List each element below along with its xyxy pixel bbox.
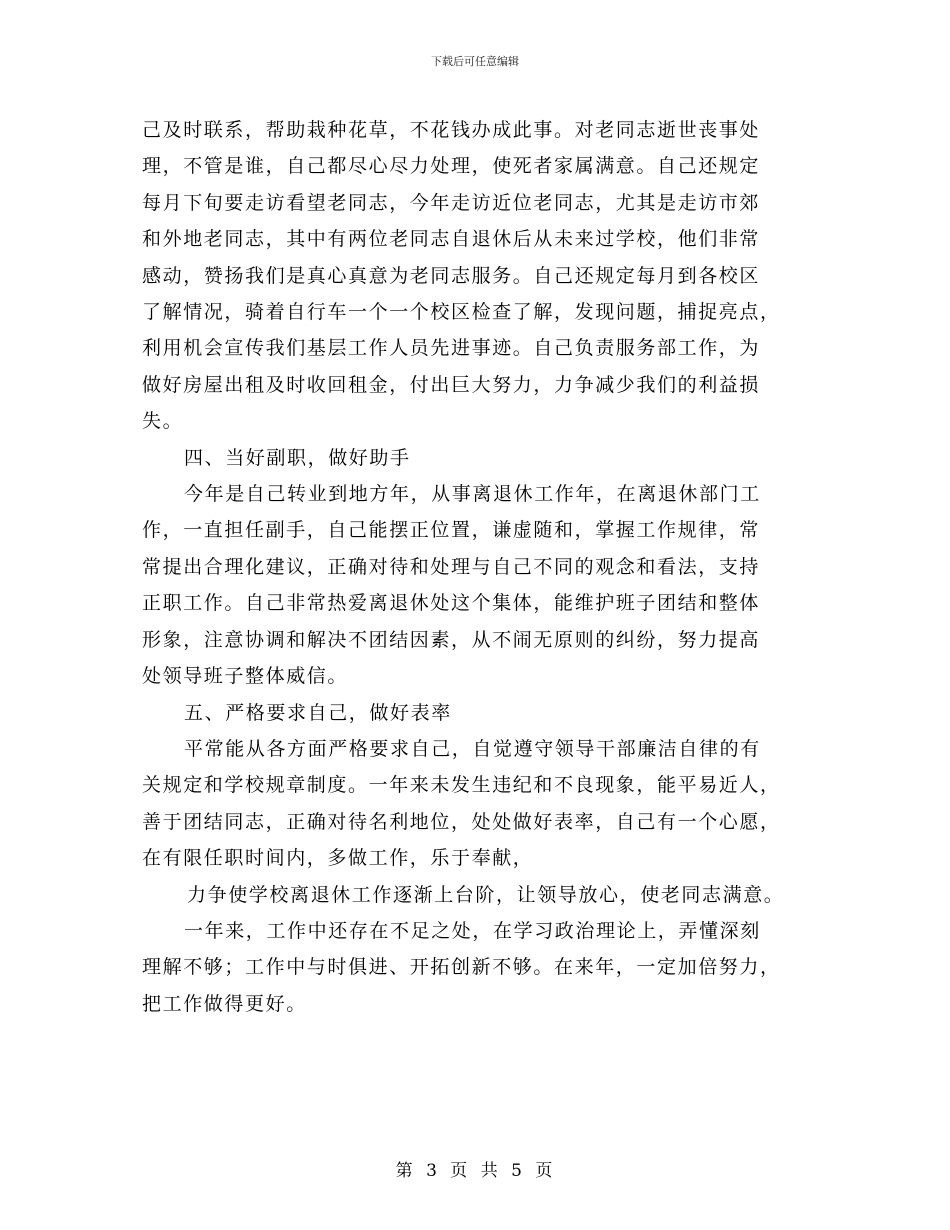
text-line: 了解情况，骑着自行车一个一个校区检查了解，发现问题，捕捉亮点， (142, 301, 781, 324)
text-line: 和外地老同志，其中有两位老同志自退休后从未来过学校，他们非常 (142, 228, 761, 251)
paragraph-deputy-role (142, 476, 822, 694)
text-line: 感动，赞扬我们是真心真意为老同志服务。自己还规定每月到各校区 (142, 264, 761, 287)
paragraph-shortcomings (142, 913, 822, 1022)
text-line: 把工作做得更好。 (142, 992, 307, 1015)
text-line: 关规定和学校规章制度。一年来未发生违纪和不良现象，能平易近人， (142, 774, 781, 797)
text-line: 平常能从各方面严格要求自己，自觉遵守领导干部廉洁自律的有 (184, 737, 761, 760)
heading-text: 五、严格要求自己，做好表率 (184, 701, 452, 724)
text-line: 理，不管是谁，自己都尽心尽力处理，使死者家属满意。自己还规定 (142, 155, 761, 178)
text-line: 善于团结同志，正确对待名利地位，处处做好表率，自己有一个心愿， (142, 810, 781, 833)
page-number: 第 3 页 共 5 页 (395, 1161, 555, 1181)
section-heading-4 (142, 440, 822, 476)
document-body (142, 112, 822, 1022)
text-line: 利用机会宣传我们基层工作人员先进事迹。自己负责服务部工作，为 (142, 337, 761, 360)
text-line: 作，一直担任副手，自己能摆正位置，谦虚随和，掌握工作规律，常 (142, 519, 761, 542)
paragraph-goal (142, 877, 822, 913)
page-header: 下载后可任意编辑 (431, 55, 519, 68)
text-line: 今年是自己转业到地方年，从事离退休工作年，在离退休部门工 (184, 483, 761, 506)
text-line: 力争使学校离退休工作逐渐上台阶，让领导放心，使老同志满意。 (187, 883, 785, 906)
text-line: 每月下旬要走访看望老同志，今年走访近位老同志，尤其是走访市郊 (142, 191, 761, 214)
text-line: 常提出合理化建议，正确对待和处理与自己不同的观念和看法，支持 (142, 555, 761, 578)
section-heading-5 (142, 695, 822, 731)
text-line: 己及时联系，帮助栽种花草，不花钱办成此事。对老同志逝世丧事处 (142, 119, 761, 141)
paragraph-continued (142, 112, 822, 440)
text-line: 理解不够；工作中与时俱进、开拓创新不够。在来年，一定加倍努力， (142, 956, 781, 979)
text-line: 做好房屋出租及时收回租金，付出巨大努力，力争减少我们的利益损 (142, 373, 761, 396)
text-line: 在有限任职时间内，多做工作，乐于奉献， (142, 847, 534, 870)
paragraph-self-discipline (142, 731, 822, 877)
heading-text: 四、当好副职，做好助手 (184, 446, 411, 469)
text-line: 失。 (142, 410, 184, 433)
text-line: 一年来，工作中还存在不足之处，在学习政治理论上，弄懂深刻 (184, 919, 761, 942)
text-line: 处领导班子整体威信。 (142, 665, 349, 688)
text-line: 形象，注意协调和解决不团结因素，从不闹无原则的纠纷，努力提高 (142, 628, 761, 651)
text-line: 正职工作。自己非常热爱离退休处这个集体，能维护班子团结和整体 (142, 592, 761, 615)
